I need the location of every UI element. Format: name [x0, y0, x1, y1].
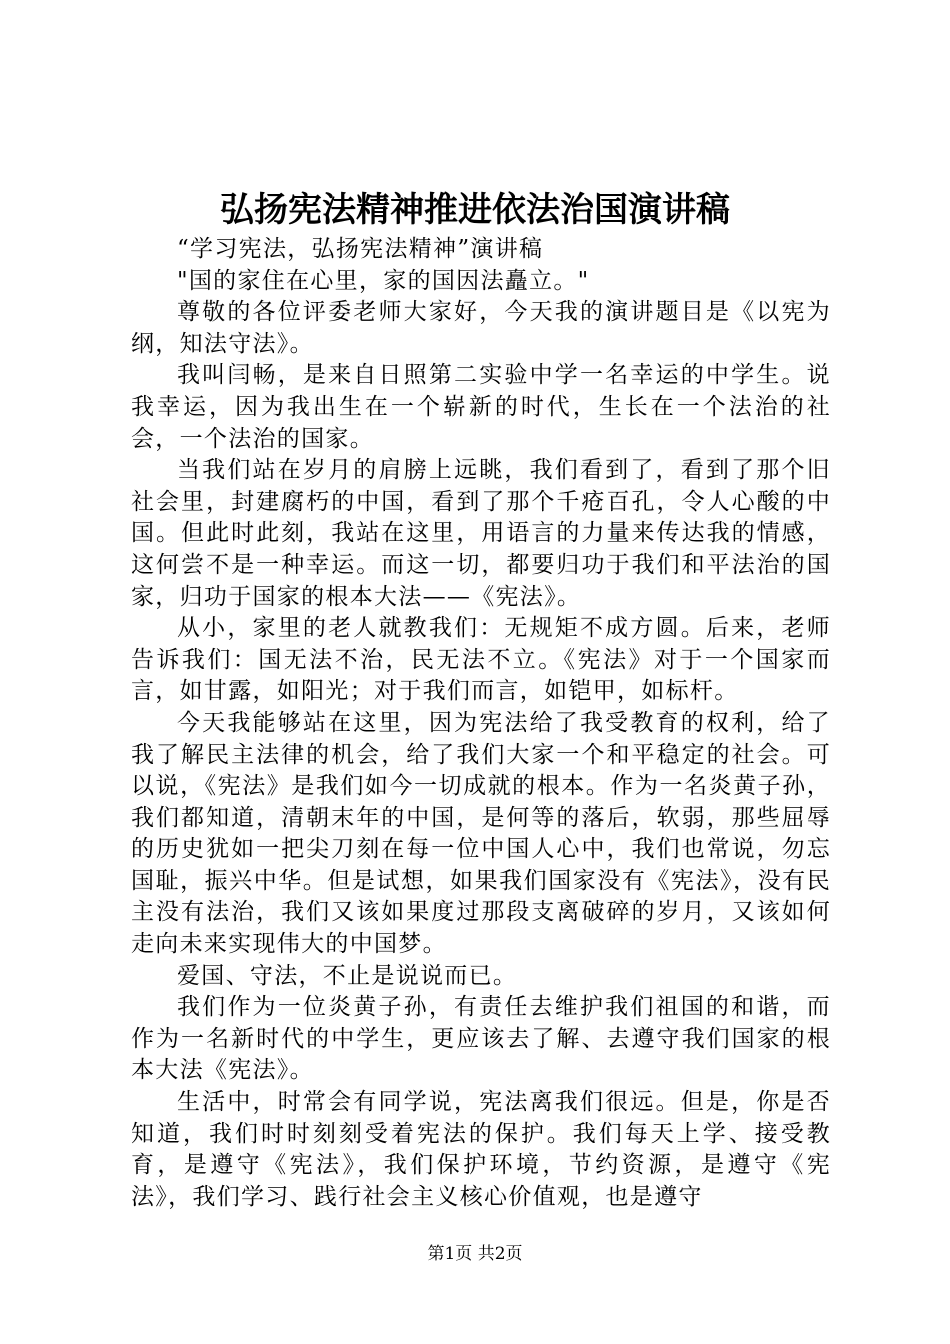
paragraph: “学习宪法，弘扬宪法精神”演讲稿 [177, 236, 544, 262]
paragraph: 我们作为一位炎黄子孙，有责任去维护我们祖国的和谐，而作为一名新时代的中学生，更应该去了解、去遵守我们国家的根本大法《宪法》。 [131, 994, 831, 1084]
paragraph: 今天我能够站在这里，因为宪法给了我受教育的权利，给了我了解民主法律的机会，给了我们大家一个和平稳定的社会。可以说，《宪法》是我们如今一切成就的根本。作为一名炎黄子孙，我们都知道，清朝末年的中国，是何等的落后，软弱，那些屈辱的历史犹如一把尖刀刻在每一位中国人心中，我们也常说，勿忘国耻，振兴中华。但是试想，如果我们国家没有《宪法》，没有民主没有法治，我们又该如果度过那段支离破碎的岁月，又该如何走向未来实现伟大的中国梦。 [131, 709, 831, 958]
document-body [131, 234, 831, 1213]
page-number-footer: 第1页 共2页 [427, 1244, 523, 1264]
paragraph: "国的家住在心里，家的国因法矗立。" [177, 267, 590, 294]
paragraph: 我叫闫畅，是来自日照第二实验中学一名幸运的中学生。说我幸运，因为我出生在一个崭新的时代，生长在一个法治的社会，一个法治的国家。 [131, 362, 831, 452]
document-title: 弘扬宪法精神推进依法治国演讲稿 [220, 190, 730, 230]
paragraph: 生活中，时常会有同学说，宪法离我们很远。但是，你是否知道，我们时时刻刻受着宪法的保护。我们每天上学、接受教育，是遵守《宪法》，我们保护环境，节约资源，是遵守《宪法》，我们学习、践行社会主义核心价值观，也是遵守 [131, 1089, 831, 1210]
paragraph: 当我们站在岁月的肩膀上远眺，我们看到了，看到了那个旧社会里，封建腐朽的中国，看到了那个千疮百孔，令人心酸的中国。但此时此刻，我站在这里，用语言的力量来传达我的情感，这何尝不是一种幸运。而这一切，都要归功于我们和平法治的国家，归功于国家的根本大法——《宪法》。 [131, 457, 831, 610]
paragraph: 从小，家里的老人就教我们：无规矩不成方圆。后来，老师告诉我们：国无法不治，民无法不立。《宪法》对于一个国家而言，如甘露，如阳光；对于我们而言，如铠甲，如标杆。 [131, 615, 831, 705]
paragraph: 尊敬的各位评委老师大家好，今天我的演讲题目是《以宪为纲，知法守法》。 [131, 299, 831, 357]
paragraph: 爱国、守法，不止是说说而已。 [177, 962, 518, 989]
